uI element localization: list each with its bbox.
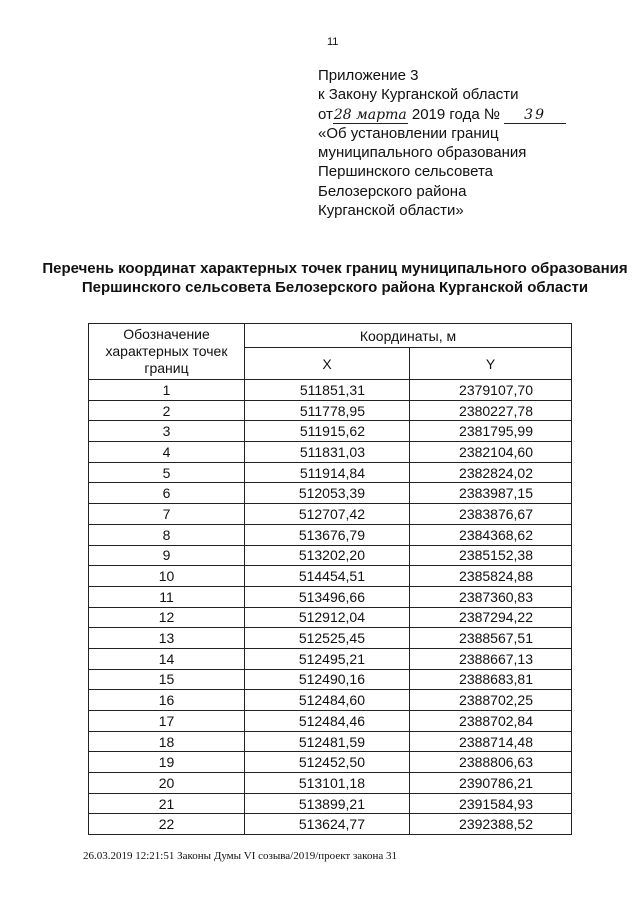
x-coordinate-cell: 513899,21 [245,793,410,814]
y-coordinate-cell: 2385824,88 [410,566,572,587]
appendix-line-1: Приложение 3 [318,67,419,84]
y-coordinate-cell: 2381795,99 [410,421,572,442]
appendix-line-6: Першинского сельсовета [318,163,493,181]
footer-stamp: 26.03.2019 12:21:51 Законы Думы VI созыва/2019/проект закона 31 [83,850,397,862]
y-coordinate-cell: 2388714,48 [410,731,572,752]
point-number-cell: 18 [89,731,245,752]
point-number-cell: 5 [89,462,245,483]
coordinates-table [88,323,572,835]
y-coordinate-cell: 2382824,02 [410,462,572,483]
table-row [89,731,572,752]
table-row [89,504,572,525]
y-coordinate-cell: 2385152,38 [410,545,572,566]
y-coordinate-cell: 2388683,81 [410,669,572,690]
point-number-cell: 16 [89,690,245,711]
x-coordinate-cell: 511914,84 [245,462,410,483]
x-coordinate-cell: 513101,18 [245,773,410,794]
appendix-date-line [318,105,618,124]
table-row [89,566,572,587]
appendix-line-5: муниципального образования [318,144,527,162]
x-coordinate-cell: 513676,79 [245,524,410,545]
y-coordinate-cell: 2387360,83 [410,586,572,607]
table-row [89,421,572,442]
x-coordinate-cell: 511915,62 [245,421,410,442]
point-number-cell: 21 [89,793,245,814]
table-row [89,814,572,835]
x-coordinate-cell: 513624,77 [245,814,410,835]
handwritten-date: 28 марта [333,106,407,123]
y-coordinate-cell: 2390786,21 [410,773,572,794]
appendix-line-4: «Об установлении границ [318,124,499,142]
table-row [89,483,572,504]
table-row [89,545,572,566]
header-coordinates: Координаты, м [245,324,572,348]
point-number-cell: 22 [89,814,245,835]
x-coordinate-cell: 512495,21 [245,648,410,669]
appendix-line-2: к Закону Курганской области [318,86,519,104]
table-row [89,648,572,669]
point-number-cell: 8 [89,524,245,545]
point-number-cell: 6 [89,483,245,504]
x-coordinate-cell: 512484,46 [245,711,410,732]
page-number: 11 [327,36,339,48]
table-row [89,628,572,649]
y-coordinate-cell: 2388702,25 [410,690,572,711]
x-coordinate-cell: 512053,39 [245,483,410,504]
x-coordinate-cell: 511851,31 [245,380,410,401]
point-number-cell: 2 [89,400,245,421]
x-coordinate-cell: 512452,50 [245,752,410,773]
x-coordinate-cell: 513202,20 [245,545,410,566]
point-number-cell: 13 [89,628,245,649]
y-coordinate-cell: 2384368,62 [410,524,572,545]
x-coordinate-cell: 511778,95 [245,400,410,421]
table-row [89,607,572,628]
from-prefix: от [318,105,333,123]
y-coordinate-cell: 2391584,93 [410,793,572,814]
point-number-cell: 20 [89,773,245,794]
y-coordinate-cell: 2382104,60 [410,442,572,463]
y-coordinate-cell: 2387294,22 [410,607,572,628]
point-number-cell: 15 [89,669,245,690]
header-designation: Обозначение характерных точек границ [89,324,245,380]
table-row [89,586,572,607]
x-coordinate-cell: 512490,16 [245,669,410,690]
x-coordinate-cell: 512481,59 [245,731,410,752]
appendix-line-8: Курганской области» [318,202,464,220]
document-title: Перечень координат характерных точек границ муниципального образования Першинского сельсовета Белозерского района Курганской области [42,260,628,296]
point-number-cell: 10 [89,566,245,587]
y-coordinate-cell: 2388567,51 [410,628,572,649]
y-coordinate-cell: 2388702,84 [410,711,572,732]
point-number-cell: 7 [89,504,245,525]
appendix-block [318,66,618,220]
table-row [89,669,572,690]
table-row [89,442,572,463]
point-number-cell: 12 [89,607,245,628]
y-coordinate-cell: 2388806,63 [410,752,572,773]
table-row [89,711,572,732]
table-row [89,380,572,401]
table-row [89,752,572,773]
point-number-cell: 4 [89,442,245,463]
appendix-line-7: Белозерского района [318,182,467,200]
x-coordinate-cell: 512525,45 [245,628,410,649]
table-row [89,793,572,814]
point-number-cell: 19 [89,752,245,773]
y-coordinate-cell: 2383987,15 [410,483,572,504]
y-coordinate-cell: 2388667,13 [410,648,572,669]
point-number-cell: 9 [89,545,245,566]
table-row [89,462,572,483]
y-coordinate-cell: 2379107,70 [410,380,572,401]
x-coordinate-cell: 513496,66 [245,586,410,607]
x-coordinate-cell: 512484,60 [245,690,410,711]
x-coordinate-cell: 511831,03 [245,442,410,463]
point-number-cell: 17 [89,711,245,732]
header-x: X [245,348,410,380]
y-coordinate-cell: 2392388,52 [410,814,572,835]
y-coordinate-cell: 2380227,78 [410,400,572,421]
point-number-cell: 11 [89,586,245,607]
handwritten-law-number: 39 [504,108,566,124]
y-coordinate-cell: 2383876,67 [410,504,572,525]
table-row [89,773,572,794]
x-coordinate-cell: 514454,51 [245,566,410,587]
point-number-cell: 1 [89,380,245,401]
x-coordinate-cell: 512912,04 [245,607,410,628]
table-row [89,690,572,711]
year-text: 2019 года № [411,105,500,123]
table-body [89,380,572,835]
table-row [89,524,572,545]
header-y: Y [410,348,572,380]
point-number-cell: 3 [89,421,245,442]
table-row [89,400,572,421]
point-number-cell: 14 [89,648,245,669]
x-coordinate-cell: 512707,42 [245,504,410,525]
